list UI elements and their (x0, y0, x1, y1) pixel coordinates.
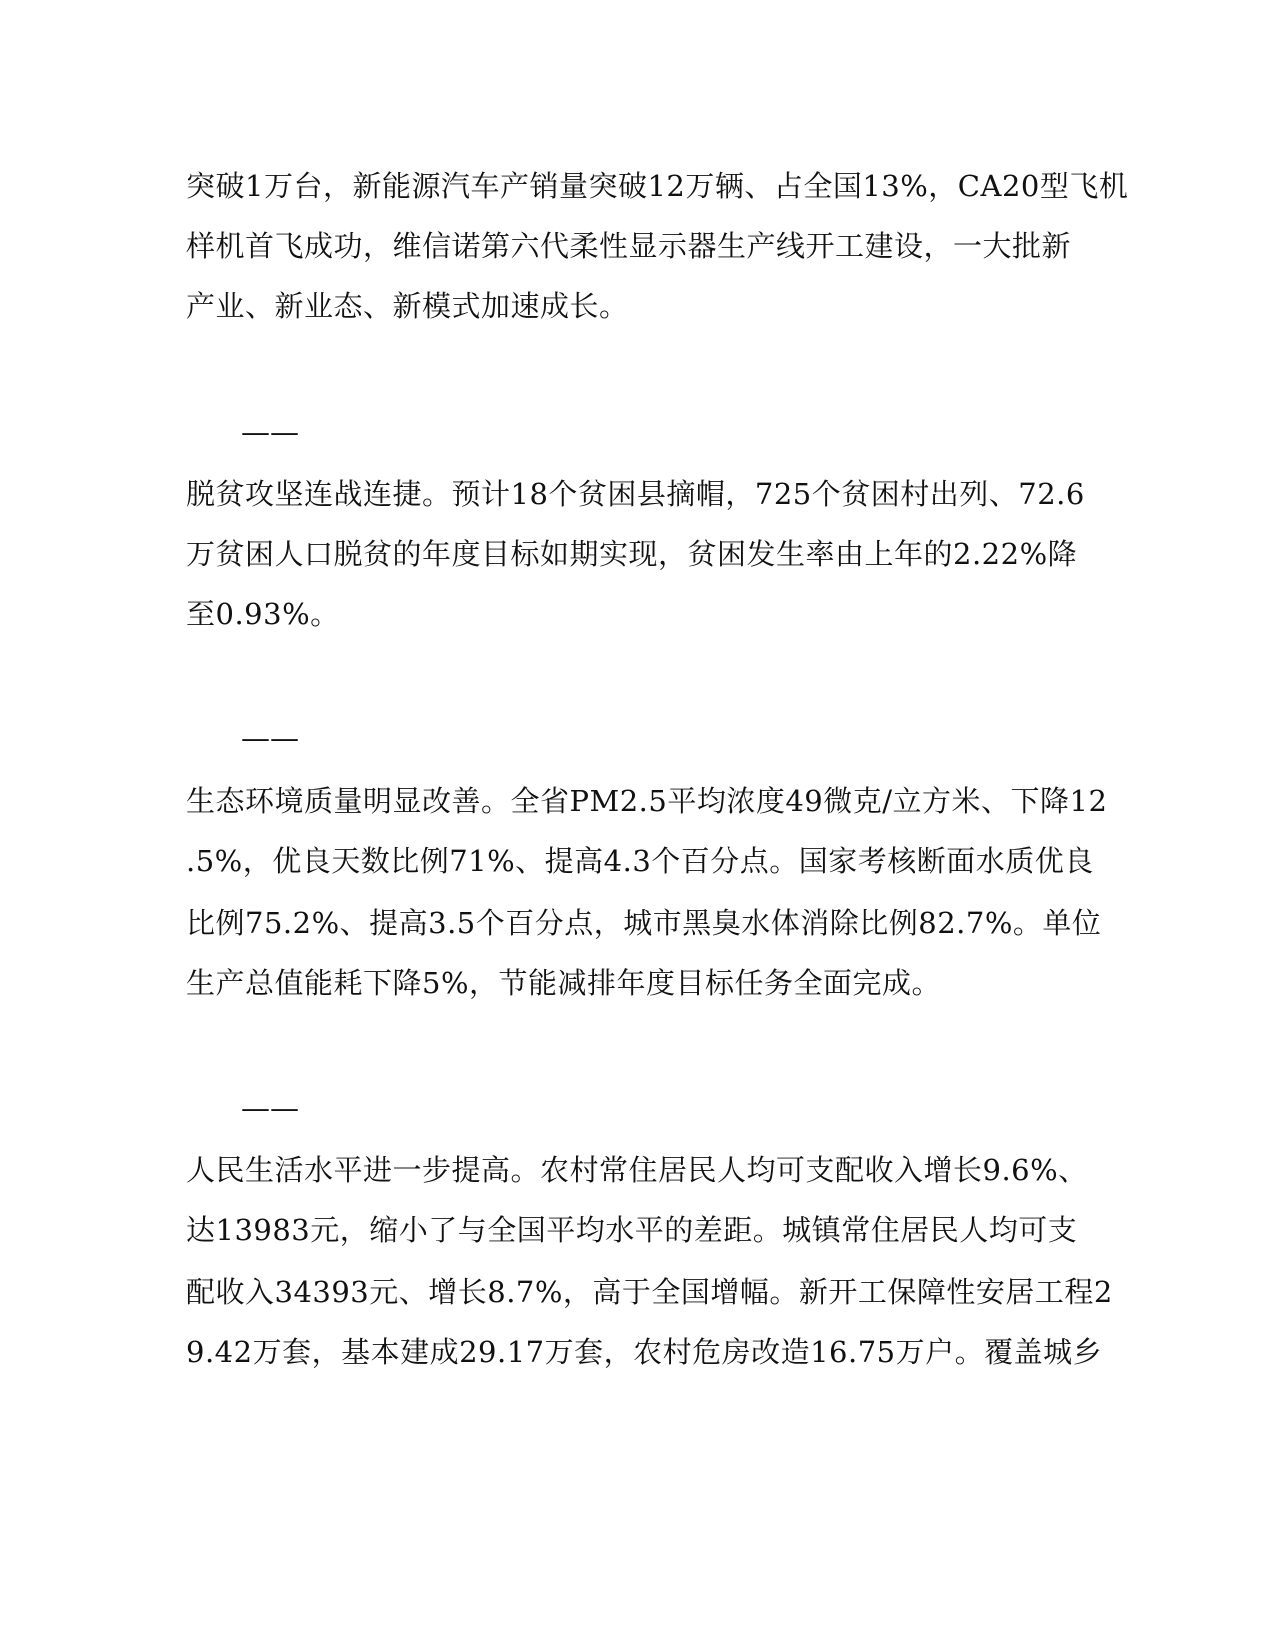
paragraph-3-line-3: 比例75.2%、提高3.5个百分点，城市黑臭水体消除比例82.7%。单位 (186, 906, 1102, 940)
paragraph-3-line-2: .5%，优良天数比例71%、提高4.3个百分点。国家考核断面水质优良 (186, 844, 1094, 878)
paragraph-3-dash: —— (241, 721, 299, 755)
paragraph-1-line-3: 产业、新业态、新模式加速成长。 (186, 289, 629, 323)
paragraph-1-line-1: 突破1万台，新能源汽车产销量突破12万辆、占全国13%，CA20型飞机 (186, 169, 1129, 203)
paragraph-2-line-3: 至0.93%。 (186, 597, 340, 631)
paragraph-3-line-1: 生态环境质量明显改善。全省PM2.5平均浓度49微克/立方米、下降12 (186, 784, 1108, 818)
paragraph-2-line-1: 脱贫攻坚连战连捷。预计18个贫困县摘帽，725个贫困村出列、72.6 (186, 477, 1085, 511)
paragraph-2-dash: —— (241, 415, 299, 449)
paragraph-3-line-4: 生产总值能耗下降5%，节能减排年度目标任务全面完成。 (186, 966, 942, 1000)
paragraph-2-line-2: 万贫困人口脱贫的年度目标如期实现，贫困发生率由上年的2.22%降 (186, 537, 1078, 571)
paragraph-4-dash: —— (241, 1091, 299, 1125)
paragraph-1-line-2: 样机首飞成功，维信诺第六代柔性显示器生产线开工建设，一大批新 (186, 229, 1072, 263)
paragraph-4-line-4: 9.42万套，基本建成29.17万套，农村危房改造16.75万户。覆盖城乡 (186, 1335, 1103, 1369)
paragraph-4-line-2: 达13983元，缩小了与全国平均水平的差距。城镇常住居民人均可支 (186, 1213, 1078, 1247)
paragraph-4-line-1: 人民生活水平进一步提高。农村常住居民人均可支配收入增长9.6%、 (186, 1153, 1088, 1187)
paragraph-4-line-3: 配收入34393元、增长8.7%，高于全国增幅。新开工保障性安居工程2 (186, 1275, 1113, 1309)
